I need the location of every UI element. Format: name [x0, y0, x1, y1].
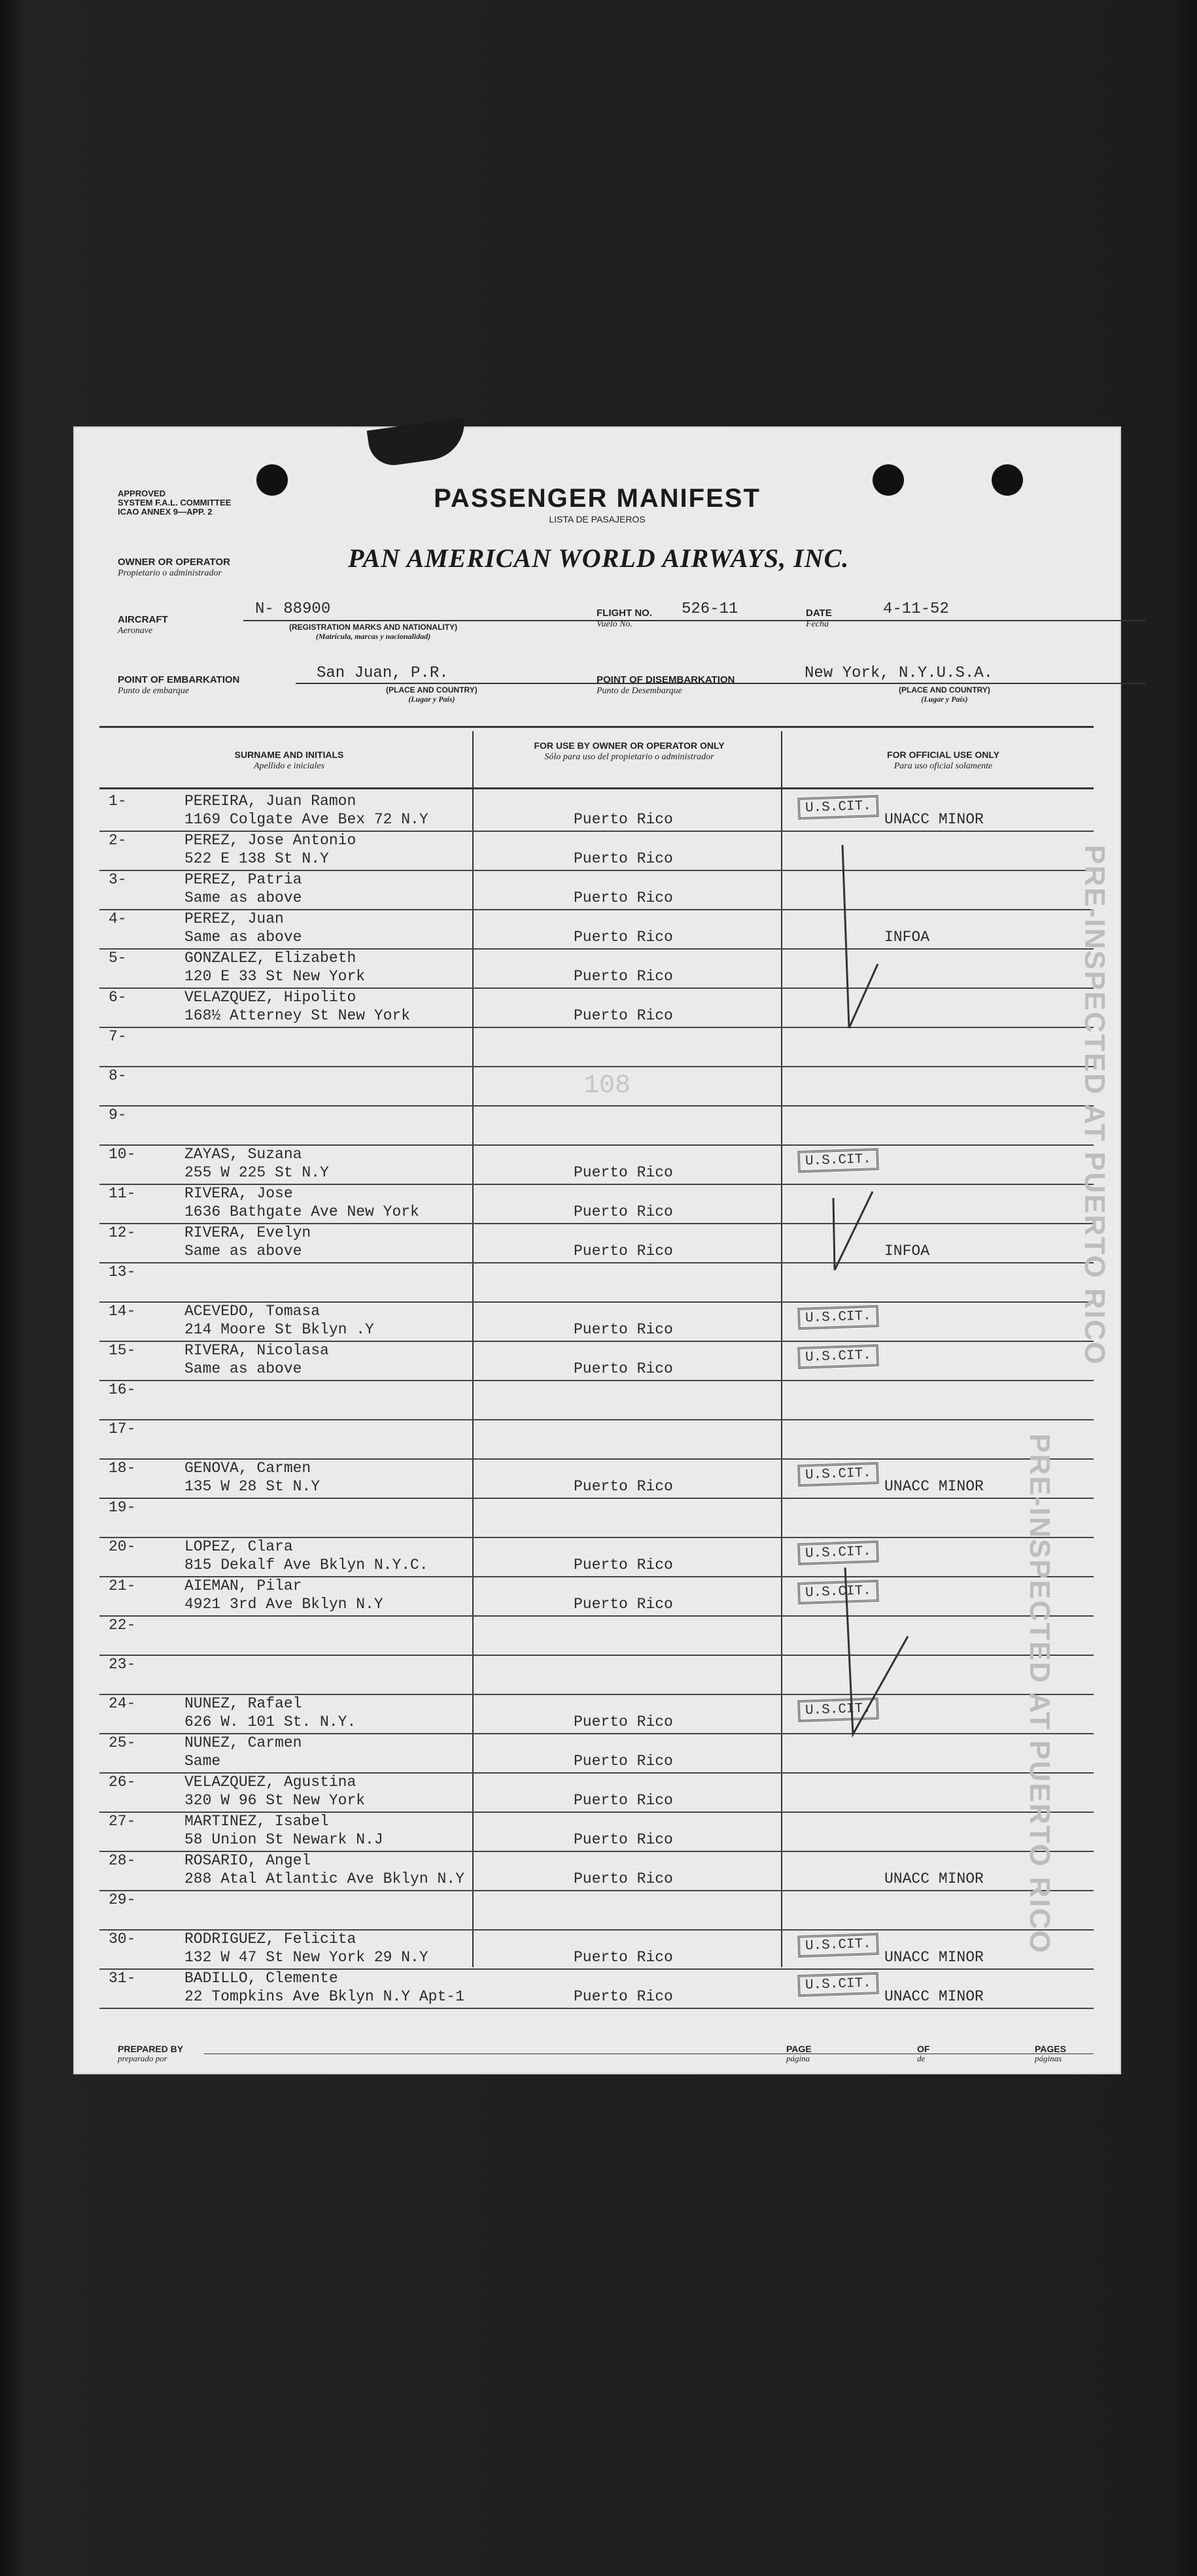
check-marks	[73, 426, 1121, 2074]
prepared-by-label	[118, 2044, 183, 2063]
disembark-label-en: POINT OF DISEMBARKATION	[597, 674, 735, 685]
disembark-place-note-es: (Lugar y País)	[921, 695, 968, 704]
approval-line: APPROVED	[118, 489, 165, 498]
origin-country: Puerto Rico	[574, 1870, 673, 1887]
page-label-es: página	[786, 2053, 810, 2063]
official-note: INFOA	[884, 929, 930, 946]
row-number: 3-	[109, 871, 127, 888]
origin-country: Puerto Rico	[574, 1164, 673, 1181]
origin-country: Puerto Rico	[574, 1556, 673, 1573]
passenger-address: Same as above	[184, 889, 302, 906]
row-number: 16-	[109, 1381, 136, 1398]
row-number: 29-	[109, 1891, 136, 1908]
passenger-address: 522 E 138 St N.Y	[184, 850, 329, 867]
row-number: 21-	[109, 1577, 136, 1594]
pages-label-es: páginas	[1035, 2053, 1062, 2063]
aircraft-value: N- 88900	[255, 600, 331, 618]
origin-country: Puerto Rico	[574, 1949, 673, 1966]
passenger-name: MARTINEZ, Isabel	[184, 1813, 329, 1830]
pages-label	[1035, 2044, 1066, 2063]
row-number: 19-	[109, 1499, 136, 1516]
passenger-name: ZAYAS, Suzana	[184, 1146, 302, 1163]
origin-country: Puerto Rico	[574, 1753, 673, 1770]
row-number: 13-	[109, 1263, 136, 1280]
check-mark-icon	[833, 1192, 873, 1270]
aircraft-label-en: AIRCRAFT	[118, 614, 168, 625]
check-mark-icon	[845, 1568, 908, 1734]
check-mark-icon	[842, 845, 878, 1028]
origin-country: Puerto Rico	[574, 889, 673, 906]
disembark-label-es: Punto de Desembarque	[597, 686, 682, 696]
manifest-page	[73, 426, 1121, 2074]
passenger-address: Same as above	[184, 929, 302, 946]
origin-country: Puerto Rico	[574, 850, 673, 867]
us-citizen-stamp: U.S.CIT.	[797, 1933, 878, 1957]
page-label	[786, 2044, 812, 2063]
passenger-name: PEREZ, Jose Antonio	[184, 832, 356, 849]
column-header-name-es: Apellido e iniciales	[253, 761, 325, 771]
embark-place-note-es: (Lugar y País)	[408, 695, 455, 704]
row-number: 20-	[109, 1538, 136, 1555]
passenger-address: 214 Moore St Bklyn .Y	[184, 1321, 374, 1338]
us-citizen-stamp: U.S.CIT.	[797, 1462, 878, 1486]
row-number: 22-	[109, 1617, 136, 1634]
column-header-official-es: Para uso oficial solamente	[893, 761, 993, 771]
origin-country: Puerto Rico	[574, 1831, 673, 1848]
passenger-address: 135 W 28 St N.Y	[184, 1478, 321, 1495]
passenger-name: PEREIRA, Juan Ramon	[184, 793, 356, 810]
row-number: 7-	[109, 1028, 127, 1045]
official-note: UNACC MINOR	[884, 1870, 984, 1887]
pages-label-en: PAGES	[1035, 2044, 1066, 2054]
passenger-name: RODRIGUEZ, Felicita	[184, 1931, 356, 1948]
date-label-es: Fecha	[806, 619, 829, 629]
passenger-name: GENOVA, Carmen	[184, 1460, 311, 1477]
us-citizen-stamp: U.S.CIT.	[797, 1541, 878, 1565]
us-citizen-stamp: U.S.CIT.	[797, 1972, 878, 1997]
row-number: 31-	[109, 1970, 136, 1987]
us-citizen-stamp: U.S.CIT.	[797, 1305, 878, 1330]
passenger-name: RIVERA, Nicolasa	[184, 1342, 329, 1359]
row-number: 14-	[109, 1303, 136, 1320]
official-note: UNACC MINOR	[884, 1988, 984, 2005]
passenger-name: ACEVEDO, Tomasa	[184, 1303, 321, 1320]
registration-note-es: (Matrícula, marcas y nacionalidad)	[315, 632, 431, 641]
row-number: 10-	[109, 1146, 136, 1163]
passenger-address: 255 W 225 St N.Y	[184, 1164, 329, 1181]
flight-value: 526-11	[682, 600, 738, 618]
owner-label-en: OWNER OR OPERATOR	[118, 557, 230, 568]
us-citizen-stamp: U.S.CIT.	[797, 795, 878, 819]
passenger-name: NUNEZ, Rafael	[184, 1695, 302, 1712]
column-header-name-en: SURNAME AND INITIALS	[234, 749, 344, 760]
page-subtitle: LISTA DE PASAJEROS	[549, 514, 646, 524]
row-number: 8-	[109, 1067, 127, 1084]
origin-country: Puerto Rico	[574, 1203, 673, 1220]
official-note: INFOA	[884, 1243, 930, 1260]
page-title: PASSENGER MANIFEST	[434, 484, 761, 513]
row-number: 9-	[109, 1107, 127, 1124]
passenger-address: 1169 Colgate Ave Bex 72 N.Y	[184, 811, 428, 828]
row-number: 28-	[109, 1852, 136, 1869]
owner-label-es: Propietario o administrador	[118, 568, 222, 578]
passenger-name: BADILLO, Clemente	[184, 1970, 338, 1987]
passenger-name: GONZALEZ, Elizabeth	[184, 950, 356, 967]
row-number: 15-	[109, 1342, 136, 1359]
passenger-address: 626 W. 101 St. N.Y.	[184, 1713, 356, 1730]
origin-country: Puerto Rico	[574, 929, 673, 946]
aircraft-label-es: Aeronave	[118, 626, 153, 636]
origin-country: Puerto Rico	[574, 1596, 673, 1613]
passenger-address: 1636 Bathgate Ave New York	[184, 1203, 419, 1220]
passenger-name: PEREZ, Juan	[184, 910, 284, 927]
row-number: 6-	[109, 989, 127, 1006]
official-note: UNACC MINOR	[884, 1478, 984, 1495]
row-number: 12-	[109, 1224, 136, 1241]
flight-label-en: FLIGHT NO.	[597, 608, 652, 619]
row-number: 18-	[109, 1460, 136, 1477]
origin-country: Puerto Rico	[574, 1243, 673, 1260]
passenger-name: PEREZ, Patria	[184, 871, 302, 888]
flight-label-es: Vuelo No.	[597, 619, 633, 629]
row-number: 26-	[109, 1774, 136, 1791]
passenger-name: VELAZQUEZ, Hipolito	[184, 989, 356, 1006]
passenger-name: VELAZQUEZ, Agustina	[184, 1774, 356, 1791]
column-header-owner-es: Sólo para uso del propietario o administrador	[544, 752, 714, 762]
prepared-by-es: preparado por	[118, 2053, 167, 2063]
row-number: 25-	[109, 1734, 136, 1751]
passenger-name: RIVERA, Jose	[184, 1185, 293, 1202]
date-value: 4-11-52	[883, 600, 949, 618]
of-label-es: de	[917, 2053, 926, 2063]
side-stamp-lower: PRE-INSPECTED AT PUERTO RICO	[1024, 1434, 1056, 1954]
origin-country: Puerto Rico	[574, 1321, 673, 1338]
origin-country: Puerto Rico	[574, 811, 673, 828]
row-number: 11-	[109, 1185, 136, 1202]
side-stamp-upper: PRE-INSPECTED AT PUERTO RICO	[1079, 845, 1111, 1365]
origin-country: Puerto Rico	[574, 1007, 673, 1024]
passenger-name: AIEMAN, Pilar	[184, 1577, 302, 1594]
embark-place-note-en: (PLACE AND COUNTRY)	[386, 685, 477, 695]
company-name: PAN AMERICAN WORLD AIRWAYS, INC.	[348, 543, 850, 573]
origin-country: Puerto Rico	[574, 1792, 673, 1809]
embark-value: San Juan, P.R.	[317, 664, 449, 682]
passenger-address: 4921 3rd Ave Bklyn N.Y	[184, 1596, 383, 1613]
passenger-address: Same as above	[184, 1360, 302, 1377]
passenger-address: 132 W 47 St New York 29 N.Y	[184, 1949, 428, 1966]
disembark-place-note-en: (PLACE AND COUNTRY)	[899, 685, 990, 695]
date-label-en: DATE	[806, 608, 832, 619]
approval-line: SYSTEM F.A.L. COMMITTEE	[118, 498, 232, 507]
origin-country: Puerto Rico	[574, 1988, 673, 2005]
us-citizen-stamp: U.S.CIT.	[797, 1698, 878, 1722]
row-number: 4-	[109, 910, 127, 927]
passenger-address: Same	[184, 1753, 221, 1770]
disembark-value: New York, N.Y.U.S.A.	[805, 664, 994, 682]
passenger-name: RIVERA, Evelyn	[184, 1224, 311, 1241]
passenger-address: 320 W 96 St New York	[184, 1792, 366, 1809]
passenger-name: ROSARIO, Angel	[184, 1852, 311, 1869]
origin-country: Puerto Rico	[574, 1478, 673, 1495]
official-note: UNACC MINOR	[884, 1949, 984, 1966]
row-number: 23-	[109, 1656, 136, 1673]
faint-page-number: 108	[583, 1071, 631, 1101]
row-number: 2-	[109, 832, 127, 849]
us-citizen-stamp: U.S.CIT.	[797, 1345, 878, 1369]
column-header-owner-en: FOR USE BY OWNER OR OPERATOR ONLY	[534, 740, 725, 751]
row-number: 17-	[109, 1420, 136, 1437]
passenger-address: 168½ Atterney St New York	[184, 1007, 411, 1024]
embark-label-en: POINT OF EMBARKATION	[118, 674, 240, 685]
passenger-address: 120 E 33 St New York	[184, 968, 366, 985]
passenger-address: 58 Union St Newark N.J	[184, 1831, 383, 1848]
passenger-address: 22 Tompkins Ave Bklyn N.Y Apt-1	[184, 1988, 464, 2005]
us-citizen-stamp: U.S.CIT.	[797, 1148, 878, 1173]
of-label-en: OF	[917, 2044, 930, 2054]
passenger-name: LOPEZ, Clara	[184, 1538, 293, 1555]
row-number: 27-	[109, 1813, 136, 1830]
us-citizen-stamp: U.S.CIT.	[797, 1580, 878, 1604]
origin-country: Puerto Rico	[574, 968, 673, 985]
passenger-address: Same as above	[184, 1243, 302, 1260]
embark-label-es: Punto de embarque	[118, 686, 190, 696]
passenger-address: 288 Atal Atlantic Ave Bklyn N.Y	[184, 1870, 464, 1887]
official-note: UNACC MINOR	[884, 811, 984, 828]
origin-country: Puerto Rico	[574, 1360, 673, 1377]
registration-note-en: (REGISTRATION MARKS AND NATIONALITY)	[289, 623, 458, 632]
of-label	[917, 2044, 929, 2063]
footer-underline	[204, 2053, 1094, 2054]
row-number: 30-	[109, 1931, 136, 1948]
column-header-official-en: FOR OFFICIAL USE ONLY	[887, 749, 999, 760]
origin-country: Puerto Rico	[574, 1713, 673, 1730]
prepared-by-en: PREPARED BY	[118, 2044, 184, 2054]
passenger-address: 815 Dekalf Ave Bklyn N.Y.C.	[184, 1556, 428, 1573]
page-label-en: PAGE	[786, 2044, 812, 2054]
passenger-name: NUNEZ, Carmen	[184, 1734, 302, 1751]
row-number: 24-	[109, 1695, 136, 1712]
row-number: 1-	[109, 793, 127, 810]
row-number: 5-	[109, 950, 127, 967]
approval-line: ICAO ANNEX 9—APP. 2	[118, 507, 213, 517]
